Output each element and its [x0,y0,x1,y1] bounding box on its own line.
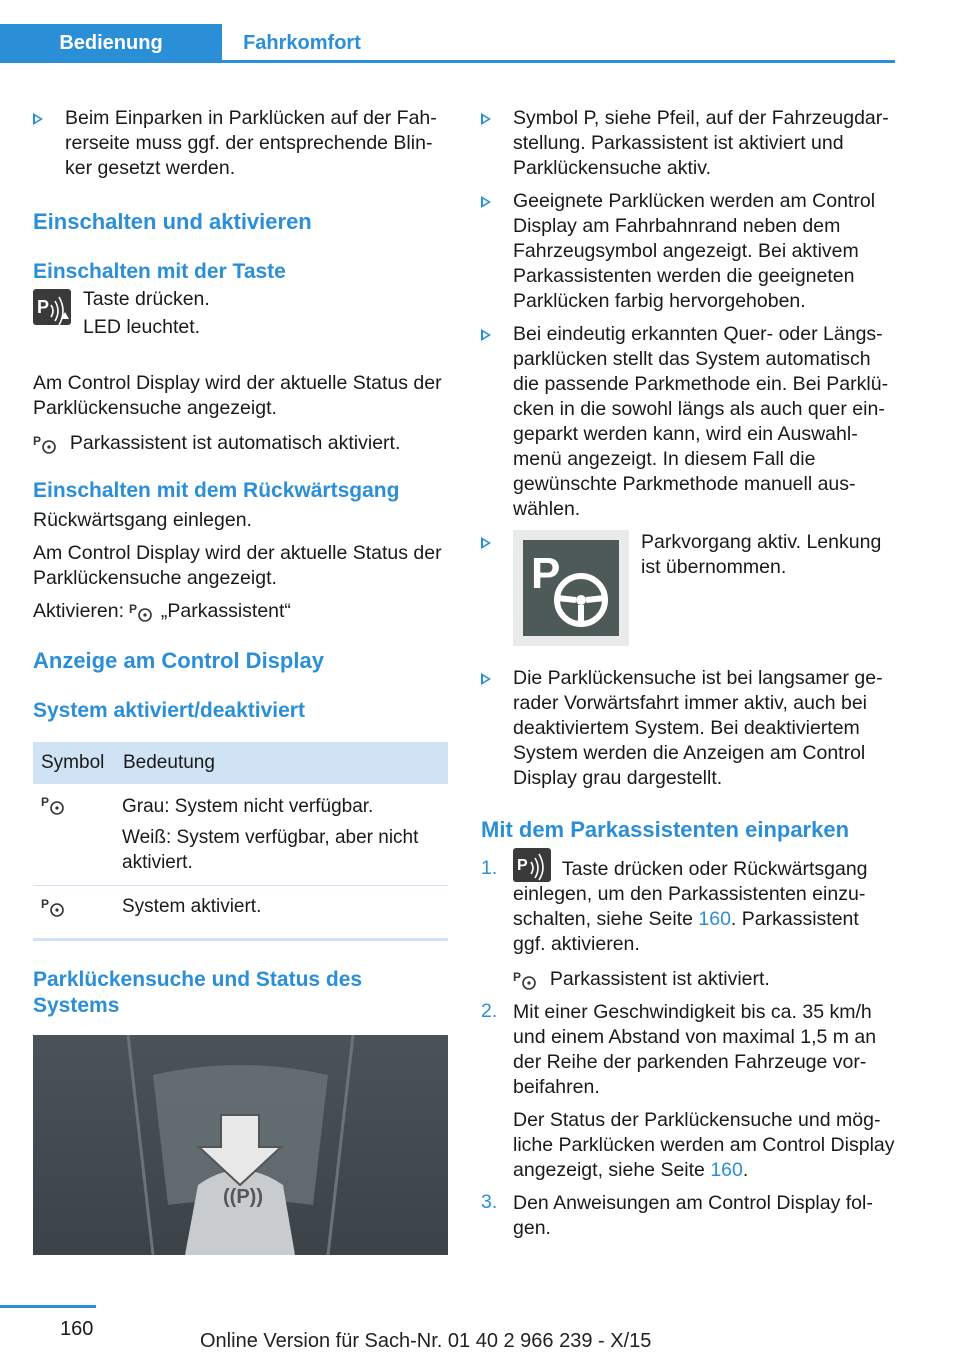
step-1-text: P Taste drücken oder Rückwärtsgang einlegen, um den Parkassistenten einzuschalten, siehe Seite 160. Parkassistent ggf. aktivieren. [513,857,896,957]
control-display-illustration [33,1035,448,1255]
heading-mit-parkassistent: Mit dem Parkassistenten einparken [481,817,850,842]
svg-text:P: P [33,433,42,448]
footer-divider [0,1305,96,1308]
triangle-bullet-icon [481,673,491,685]
triangle-bullet-icon [481,329,491,341]
svg-text:P: P [41,897,50,911]
table-row [33,886,448,940]
taste-druecken-text: Taste drücken. [83,288,210,310]
page-number: 160 [60,1318,94,1340]
svg-text:P: P [37,297,50,317]
footer-online-version: Online Version für Sach-Nr. 01 40 2 966 239 - X/15 [200,1330,652,1352]
page-link-160[interactable]: 160 [710,1159,743,1181]
bullet-blinker: Beim Einparken in Parklücken auf der Fahrerseite muss ggf. der entsprechende Blinker gesetzt werden. [33,106,448,181]
bullet-symbol-p: Symbol P, siehe Pfeil, auf der Fahrzeugdarstellung. Parkassistent ist aktiviert und Parklückensuche aktiv. [481,106,896,181]
table-header-bedeutung: Bedeutung [122,742,448,784]
bullet-parkvorgang [481,530,896,658]
step-2-status: Der Status der Parklückensuche und mögliche Parklücken werden am Control Display angezeigt, siehe Seite 160. [513,1109,895,1181]
auto-aktiv-line: P Parkassistent ist automatisch aktiviert. [33,432,401,454]
right-column [481,96,896,1241]
park-assistant-symbol-icon [33,433,59,455]
weiss-text: Weiß: System verfügbar, aber nicht aktiviert. [122,827,419,873]
step-1 [481,857,896,992]
svg-text:P: P [517,856,528,874]
park-assistant-symbol-icon [513,969,539,991]
park-assistant-symbol-icon [41,794,67,816]
triangle-bullet-icon [481,537,491,549]
parking-steering-icon [513,530,629,646]
status-text-2: Am Control Display wird der aktuelle Status der Parklückensuche angezeigt. [33,542,442,589]
heading-rueckwaertsgang: Einschalten mit dem Rückwärtsgang [33,479,400,502]
svg-text:P: P [129,601,138,616]
triangle-bullet-icon [33,113,43,125]
aktivieren-line: Aktivieren: P „Parkassistent“ [33,600,291,622]
tab-bedienung[interactable]: Bedienung [0,24,222,62]
status-text-1: Am Control Display wird der aktuelle Status der Parklückensuche angezeigt. [33,372,442,419]
park-assistant-symbol-icon [129,601,155,623]
heading-taste: Einschalten mit der Taste [33,260,286,283]
step-2 [481,1000,896,1183]
bullet-langsam: Die Parklückensuche ist bei langsamer gerader Vorwärtsfahrt immer aktiv, auch bei deaktiviertem System. Bei deaktiviertem System werden die Anzeigen am Control Display grau dargestellt. [481,666,896,791]
svg-text:P: P [513,969,522,984]
park-assist-button-icon [513,848,551,882]
heading-anzeige: Anzeige am Control Display [33,648,324,673]
svg-text:((P)): ((P)) [223,1186,263,1208]
grau-text: Grau: System nicht verfügbar. [122,796,374,817]
heading-einschalten: Einschalten und aktivieren [33,209,312,234]
park-assistant-symbol-icon [41,896,67,918]
left-column [33,96,448,1255]
step-number: 3. [481,1191,498,1213]
symbol-table [33,742,448,941]
heading-system: System aktiviert/deaktiviert [33,699,305,722]
table-header-symbol: Symbol [33,742,122,784]
table-row [33,784,448,886]
tab-fahrkomfort[interactable]: Fahrkomfort [243,31,361,54]
aktiviert-text: System aktiviert. [122,896,262,917]
step-1-aktiviert: P Parkassistent ist aktiviert. [513,968,770,990]
led-text: LED leuchtet. [83,316,201,338]
step-3 [481,1191,896,1241]
step-number: 1. [481,857,498,879]
svg-text:P: P [41,795,50,809]
taste-block [33,287,448,353]
step-number: 2. [481,1000,498,1022]
parkvorgang-text: Parkvorgang aktiv. Lenkung ist übernommen. [641,531,882,578]
page-header [0,0,960,64]
bullet-geeignete: Geeignete Parklücken werden am Control Display am Fahrbahnrand neben dem Fahrzeugsymbol angezeigt. Bei aktivem Parkassistenten werden die geeigneten Parklücken farbig hervorgehoben. [481,189,896,314]
bullet-eindeutig: Bei eindeutig erkannten Quer- oder Längsparklücken stellt das System automatisch die passende Parkmethode ein. Bei Parklücken in die sowohl längs als auch quer eingeparkt werden kann, wird ein Auswahlmenü angezeigt. In diesem Fall die gewünschte Parkmethode manuell auswählen. [481,322,896,522]
svg-text:P: P [531,549,561,598]
page-link-160[interactable]: 160 [698,908,731,930]
step-2-text: Mit einer Geschwindigkeit bis ca. 35 km/h und einem Abstand von maximal 1,5 m an der Reihe der parkenden Fahrzeuge vorbeifahren. [513,1001,877,1098]
park-assist-button-icon [33,289,71,325]
rueck-einlegen-text: Rückwärtsgang einlegen. [33,509,252,531]
triangle-bullet-icon [481,196,491,208]
step-3-text: Den Anweisungen am Control Display folgen. [513,1192,873,1239]
triangle-bullet-icon [481,113,491,125]
header-divider [0,60,895,63]
heading-parklueckensuche: Parklückensuche und Status des Systems [33,968,363,1017]
